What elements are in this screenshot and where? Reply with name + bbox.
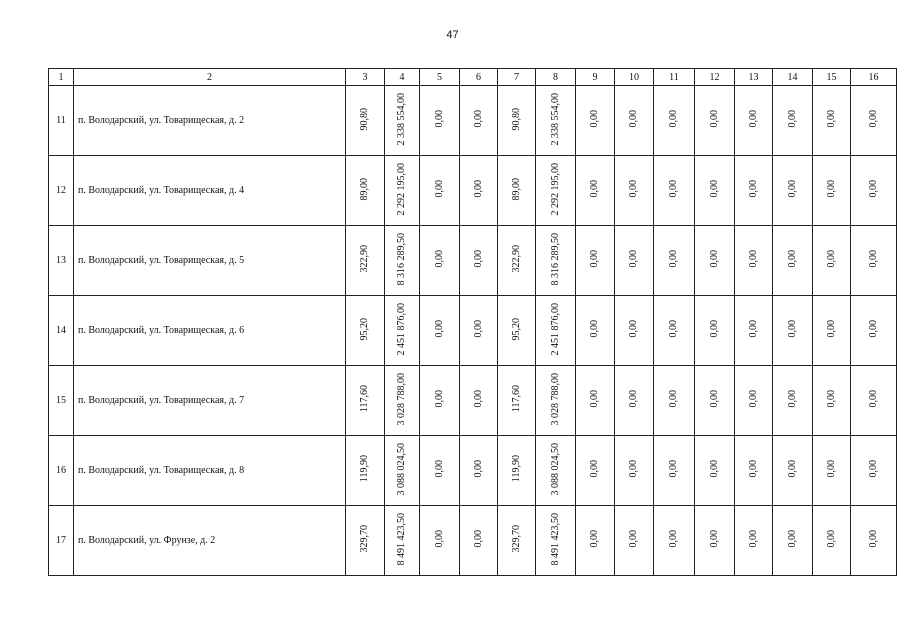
table-row (49, 506, 897, 576)
value-cell-c8 (536, 506, 576, 576)
value-text: 0,00 (433, 390, 445, 408)
value-text: 2 451 876,00 (549, 302, 561, 356)
value-cell-c14 (773, 156, 813, 226)
value-cell-c4 (385, 226, 420, 296)
table-row (49, 86, 897, 156)
value-cell-c6 (460, 156, 498, 226)
value-text: 0,00 (433, 460, 445, 478)
value-text: 0,00 (472, 180, 484, 198)
value-cell-c4 (385, 86, 420, 156)
column-header-5: 5 (420, 69, 460, 86)
value-text: 0,00 (825, 180, 837, 198)
value-text: 0,00 (708, 390, 720, 408)
row-number: 17 (49, 506, 74, 576)
value-text: 0,00 (668, 460, 679, 478)
value-cell-c5 (420, 366, 460, 436)
value-text: 0,00 (589, 460, 600, 478)
value-text: 90,80 (359, 107, 370, 131)
header-row (49, 69, 897, 86)
value-cell-c6 (460, 296, 498, 366)
value-cell-c16 (851, 86, 897, 156)
value-cell-c9 (576, 366, 615, 436)
value-text: 0,00 (708, 320, 720, 338)
table-row (49, 156, 897, 226)
value-text: 0,00 (825, 390, 837, 408)
value-cell-c4 (385, 296, 420, 366)
value-text: 95,20 (510, 317, 522, 341)
column-header-9: 9 (576, 69, 615, 86)
value-cell-c16 (851, 366, 897, 436)
value-text: 0,00 (825, 320, 837, 338)
address-cell: п. Володарский, ул. Фрунзе, д. 2 (74, 506, 346, 576)
value-cell-c6 (460, 436, 498, 506)
column-header-16: 16 (851, 69, 897, 86)
value-text: 0,00 (867, 320, 879, 338)
value-cell-c6 (460, 366, 498, 436)
value-text: 0,00 (747, 320, 759, 338)
value-cell-c10 (615, 296, 654, 366)
value-text: 8 491 423,50 (549, 512, 561, 566)
value-cell-c12 (695, 366, 735, 436)
value-cell-c8 (536, 156, 576, 226)
value-cell-c10 (615, 506, 654, 576)
value-text: 89,00 (510, 177, 522, 201)
value-text: 2 292 195,00 (549, 162, 561, 216)
value-text: 2 451 876,00 (396, 302, 407, 356)
value-cell-c9 (576, 296, 615, 366)
value-text: 0,00 (668, 110, 679, 128)
value-cell-c7 (498, 226, 536, 296)
value-cell-c3 (346, 366, 385, 436)
value-text: 0,00 (589, 110, 600, 128)
value-cell-c15 (813, 436, 851, 506)
address-cell: п. Володарский, ул. Товарищеская, д. 7 (74, 366, 346, 436)
value-text: 0,00 (867, 180, 879, 198)
value-text: 8 491 423,50 (396, 512, 407, 566)
value-text: 0,00 (825, 110, 837, 128)
value-text: 0,00 (786, 460, 798, 478)
value-cell-c10 (615, 156, 654, 226)
value-text: 0,00 (747, 110, 759, 128)
value-cell-c11 (654, 156, 695, 226)
value-text: 0,00 (708, 460, 720, 478)
value-text: 0,00 (747, 460, 759, 478)
value-text: 0,00 (668, 180, 679, 198)
value-text: 0,00 (708, 530, 720, 548)
table-row (49, 366, 897, 436)
value-cell-c16 (851, 436, 897, 506)
table-body (49, 86, 897, 576)
value-text: 0,00 (668, 320, 679, 338)
value-text: 0,00 (472, 390, 484, 408)
value-text: 0,00 (747, 530, 759, 548)
value-text: 0,00 (433, 250, 445, 268)
value-text: 3 028 788,00 (396, 372, 407, 426)
value-cell-c16 (851, 226, 897, 296)
value-cell-c8 (536, 86, 576, 156)
value-text: 0,00 (867, 530, 879, 548)
value-cell-c16 (851, 296, 897, 366)
value-text: 0,00 (472, 320, 484, 338)
column-header-15: 15 (813, 69, 851, 86)
value-cell-c14 (773, 86, 813, 156)
value-cell-c6 (460, 506, 498, 576)
value-text: 0,00 (786, 320, 798, 338)
value-cell-c8 (536, 226, 576, 296)
value-cell-c3 (346, 436, 385, 506)
value-cell-c10 (615, 226, 654, 296)
value-text: 0,00 (668, 530, 679, 548)
value-cell-c15 (813, 296, 851, 366)
value-cell-c5 (420, 226, 460, 296)
value-text: 0,00 (747, 390, 759, 408)
value-cell-c10 (615, 436, 654, 506)
value-text: 0,00 (825, 530, 837, 548)
value-text: 3 088 024,50 (549, 442, 561, 496)
value-text: 119,90 (510, 455, 522, 483)
value-text: 0,00 (472, 250, 484, 268)
data-table (48, 68, 897, 576)
value-cell-c8 (536, 296, 576, 366)
value-cell-c4 (385, 506, 420, 576)
value-text: 0,00 (628, 250, 639, 268)
value-cell-c15 (813, 86, 851, 156)
row-number: 11 (49, 86, 74, 156)
value-text: 0,00 (589, 180, 600, 198)
row-number: 12 (49, 156, 74, 226)
column-header-12: 12 (695, 69, 735, 86)
value-cell-c5 (420, 436, 460, 506)
value-cell-c11 (654, 436, 695, 506)
page-number: 47 (446, 29, 459, 41)
value-cell-c15 (813, 156, 851, 226)
value-text: 0,00 (433, 530, 445, 548)
value-text: 8 316 289,50 (396, 232, 407, 286)
value-cell-c7 (498, 296, 536, 366)
value-cell-c9 (576, 506, 615, 576)
value-text: 329,70 (510, 525, 522, 553)
value-text: 2 338 554,00 (549, 92, 561, 146)
value-text: 0,00 (589, 320, 600, 338)
value-text: 0,00 (786, 250, 798, 268)
address-cell: п. Володарский, ул. Товарищеская, д. 2 (74, 86, 346, 156)
value-text: 0,00 (668, 250, 679, 268)
value-cell-c9 (576, 86, 615, 156)
value-text: 0,00 (433, 180, 445, 198)
value-cell-c14 (773, 226, 813, 296)
value-text: 0,00 (628, 390, 639, 408)
value-cell-c13 (735, 296, 773, 366)
value-cell-c7 (498, 86, 536, 156)
value-text: 119,90 (359, 455, 370, 483)
value-cell-c4 (385, 366, 420, 436)
value-cell-c11 (654, 226, 695, 296)
table-row (49, 436, 897, 506)
value-text: 322,90 (359, 245, 370, 273)
value-text: 0,00 (589, 250, 600, 268)
value-text: 2 292 195,00 (396, 162, 407, 216)
value-text: 0,00 (867, 250, 879, 268)
value-cell-c13 (735, 86, 773, 156)
value-cell-c16 (851, 156, 897, 226)
value-cell-c14 (773, 436, 813, 506)
value-cell-c12 (695, 436, 735, 506)
table-row (49, 296, 897, 366)
value-text: 8 316 289,50 (549, 232, 561, 286)
row-number: 16 (49, 436, 74, 506)
value-text: 0,00 (589, 390, 600, 408)
value-cell-c5 (420, 296, 460, 366)
value-cell-c3 (346, 226, 385, 296)
value-text: 3 028 788,00 (549, 372, 561, 426)
value-text: 0,00 (708, 250, 720, 268)
value-cell-c13 (735, 156, 773, 226)
value-cell-c8 (536, 436, 576, 506)
value-cell-c11 (654, 366, 695, 436)
value-cell-c13 (735, 366, 773, 436)
value-cell-c9 (576, 226, 615, 296)
value-cell-c5 (420, 86, 460, 156)
value-cell-c5 (420, 506, 460, 576)
value-cell-c4 (385, 156, 420, 226)
value-cell-c15 (813, 506, 851, 576)
value-cell-c14 (773, 296, 813, 366)
value-text: 95,20 (359, 317, 370, 341)
value-cell-c13 (735, 226, 773, 296)
address-cell: п. Володарский, ул. Товарищеская, д. 8 (74, 436, 346, 506)
value-text: 0,00 (786, 110, 798, 128)
value-cell-c14 (773, 366, 813, 436)
row-number: 15 (49, 366, 74, 436)
value-cell-c13 (735, 436, 773, 506)
column-header-4: 4 (385, 69, 420, 86)
value-cell-c5 (420, 156, 460, 226)
value-cell-c7 (498, 366, 536, 436)
value-cell-c15 (813, 366, 851, 436)
row-number: 14 (49, 296, 74, 366)
value-text: 0,00 (867, 110, 879, 128)
value-cell-c12 (695, 86, 735, 156)
column-header-8: 8 (536, 69, 576, 86)
value-cell-c10 (615, 366, 654, 436)
column-header-2: 2 (74, 69, 346, 86)
address-cell: п. Володарский, ул. Товарищеская, д. 6 (74, 296, 346, 366)
value-cell-c6 (460, 226, 498, 296)
column-header-6: 6 (460, 69, 498, 86)
value-cell-c9 (576, 156, 615, 226)
column-header-13: 13 (735, 69, 773, 86)
value-text: 0,00 (589, 530, 600, 548)
value-text: 0,00 (708, 110, 720, 128)
value-text: 0,00 (628, 320, 639, 338)
value-text: 117,60 (510, 385, 522, 413)
value-text: 0,00 (433, 320, 445, 338)
column-header-14: 14 (773, 69, 813, 86)
column-header-10: 10 (615, 69, 654, 86)
address-cell: п. Володарский, ул. Товарищеская, д. 5 (74, 226, 346, 296)
value-text: 2 338 554,00 (396, 92, 407, 146)
column-header-11: 11 (654, 69, 695, 86)
value-text: 0,00 (472, 110, 484, 128)
value-cell-c7 (498, 156, 536, 226)
value-cell-c16 (851, 506, 897, 576)
value-cell-c6 (460, 86, 498, 156)
value-text: 0,00 (825, 250, 837, 268)
value-cell-c11 (654, 86, 695, 156)
value-cell-c8 (536, 366, 576, 436)
value-text: 117,60 (359, 385, 370, 413)
value-text: 0,00 (668, 390, 679, 408)
value-cell-c3 (346, 296, 385, 366)
value-text: 0,00 (628, 110, 639, 128)
value-cell-c11 (654, 296, 695, 366)
value-cell-c7 (498, 436, 536, 506)
value-cell-c10 (615, 86, 654, 156)
value-cell-c4 (385, 436, 420, 506)
value-cell-c3 (346, 86, 385, 156)
value-text: 90,80 (510, 107, 522, 131)
value-text: 322,90 (510, 245, 522, 273)
value-cell-c9 (576, 436, 615, 506)
value-cell-c11 (654, 506, 695, 576)
row-number: 13 (49, 226, 74, 296)
value-cell-c15 (813, 226, 851, 296)
value-text: 0,00 (867, 460, 879, 478)
value-text: 0,00 (708, 180, 720, 198)
value-cell-c12 (695, 296, 735, 366)
value-cell-c3 (346, 506, 385, 576)
value-text: 0,00 (786, 180, 798, 198)
value-text: 329,70 (359, 525, 370, 553)
value-text: 0,00 (472, 460, 484, 478)
value-text: 0,00 (825, 460, 837, 478)
value-cell-c14 (773, 506, 813, 576)
address-cell: п. Володарский, ул. Товарищеская, д. 4 (74, 156, 346, 226)
value-text: 0,00 (628, 180, 639, 198)
value-text: 0,00 (628, 460, 639, 478)
value-text: 0,00 (628, 530, 639, 548)
value-text: 0,00 (747, 180, 759, 198)
value-text: 0,00 (786, 390, 798, 408)
column-header-7: 7 (498, 69, 536, 86)
value-cell-c12 (695, 506, 735, 576)
value-cell-c7 (498, 506, 536, 576)
value-cell-c3 (346, 156, 385, 226)
value-text: 0,00 (867, 390, 879, 408)
value-text: 0,00 (472, 530, 484, 548)
value-text: 3 088 024,50 (396, 442, 407, 496)
value-cell-c12 (695, 156, 735, 226)
value-cell-c12 (695, 226, 735, 296)
value-text: 89,00 (359, 177, 370, 201)
value-text: 0,00 (786, 530, 798, 548)
value-text: 0,00 (433, 110, 445, 128)
column-header-3: 3 (346, 69, 385, 86)
value-cell-c13 (735, 506, 773, 576)
table-row (49, 226, 897, 296)
value-text: 0,00 (747, 250, 759, 268)
column-header-1: 1 (49, 69, 74, 86)
